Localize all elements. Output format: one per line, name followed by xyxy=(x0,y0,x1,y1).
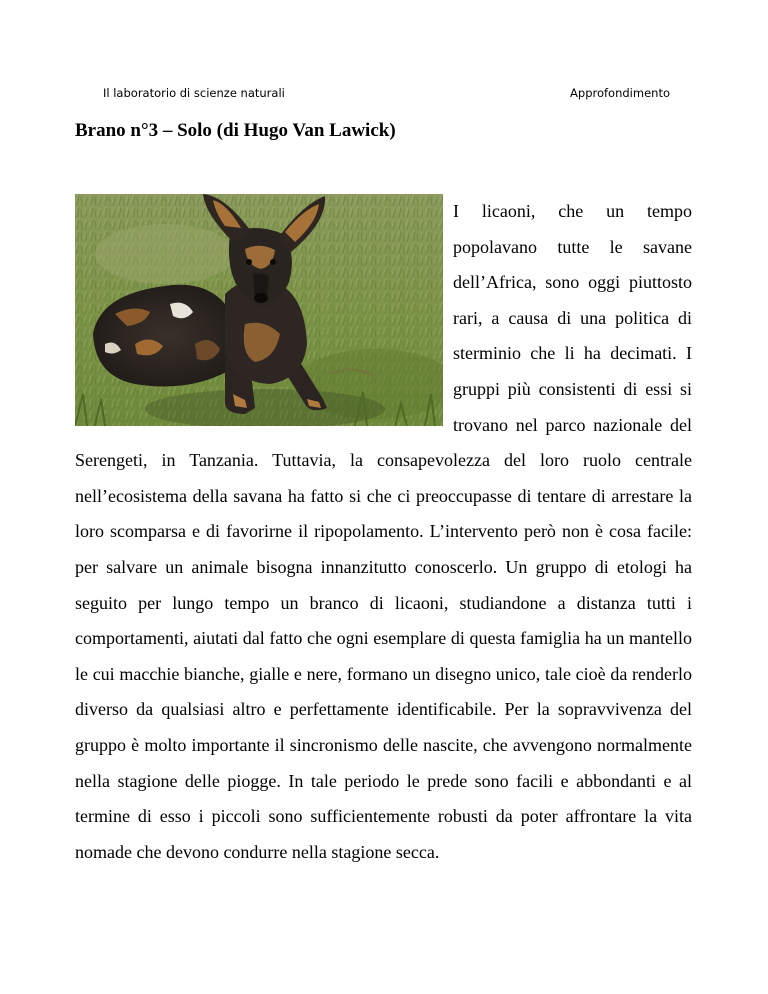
passage-body xyxy=(75,194,692,870)
passage-title: Brano n°3 – Solo (di Hugo Van Lawick) xyxy=(75,120,396,141)
header-section-label: Approfondimento xyxy=(570,86,670,100)
header-course-label: Il laboratorio di scienze naturali xyxy=(103,86,285,100)
wild-dog-photo xyxy=(75,194,443,426)
passage-paragraph: I licaoni, che un tempo popolavano tutte le savane dell’Africa, sono oggi piuttosto rari, a causa di una politica di sterminio che li ha decimati. I gruppi più consistenti di essi si trovano nel parco nazionale del Serengeti, in Tanzania. Tuttavia, la consapevolezza del loro ruolo centrale nell’ecosistema della savana ha fatto si che ci preoccupasse di tentare di arrestare la loro scomparsa e di favorirne il ripopolamento. L’intervento però non è cosa facile: per salvare un animale bisogna innanzitutto conoscerlo. Un gruppo di etologi ha seguito per lungo tempo un branco di licaoni, studiandone a distanza tutti i comportamenti, aiutati dal fatto che ogni esemplare di questa famiglia ha un mantello le cui macchie bianche, gialle e nere, formano un disegno unico, tale cioè da renderlo diverso da qualsiasi altro e perfettamente identificabile. Per la sopravvivenza del gruppo è molto importante il sincronismo delle nascite, che avvengono normalmente nella stagione delle piogge. In tale periodo le prede sono facili e abbondanti e al termine di esso i piccoli sono sufficientemente robusti da poter affrontare la vita nomade che devono condurre nella stagione secca. xyxy=(75,201,692,862)
